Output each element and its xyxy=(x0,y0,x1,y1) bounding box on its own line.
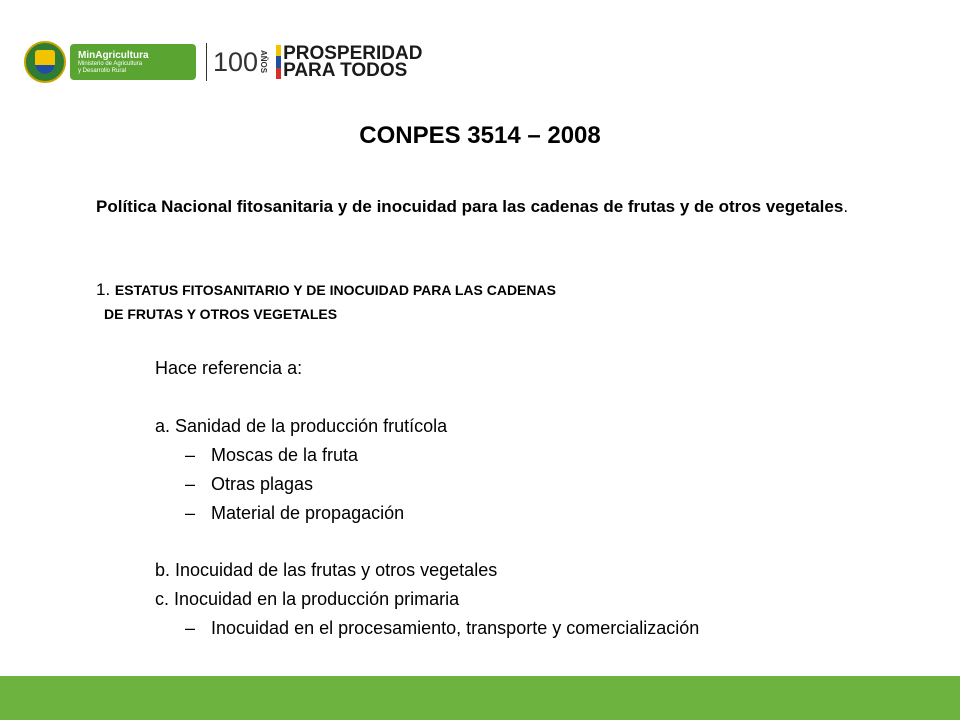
section-heading-line1 xyxy=(96,280,556,300)
centenary-word: AÑOS xyxy=(259,50,269,74)
intro-text: Hace referencia a: xyxy=(155,358,303,378)
policy-text: Política Nacional fitosanitaria y de inocuidad para las cadenas de frutas y de otros vegetales xyxy=(96,197,844,216)
bullet-dash: – xyxy=(185,474,196,494)
item-a: a. Sanidad de la producción frutícola xyxy=(155,416,448,436)
item-a-sub-3: Material de propagación xyxy=(211,503,405,523)
slogan-logo xyxy=(283,45,422,79)
section-title-1: ESTATUS FITOSANITARIO Y DE INOCUIDAD PARA LAS CADENAS xyxy=(114,282,556,298)
flag-stripe-icon xyxy=(276,45,281,79)
item-b: b. Inocuidad de las frutas y otros vegetales xyxy=(155,560,498,580)
centenary-number: 100 xyxy=(213,46,259,77)
item-a-sub-1: Moscas de la fruta xyxy=(211,445,359,465)
item-a-sub-2: Otras plagas xyxy=(211,474,314,494)
slogan-line2: PARA TODOS xyxy=(283,60,408,81)
footer-bar xyxy=(0,676,960,720)
item-c-sub-1: Inocuidad en el procesamiento, transporte y comercialización xyxy=(211,618,700,638)
bullet-dash: – xyxy=(185,618,196,638)
logo-divider xyxy=(206,43,207,81)
section-title-2: DE FRUTAS Y OTROS VEGETALES xyxy=(104,306,338,322)
ministry-short: MinAgricultura xyxy=(78,49,149,61)
section-number: 1. xyxy=(96,280,111,299)
bullet-dash: – xyxy=(185,503,196,523)
item-c: c. Inocuidad en la producción primaria xyxy=(155,589,460,609)
policy-period: . xyxy=(843,197,849,216)
policy-statement xyxy=(96,197,876,217)
slogan-line1: PROSPERIDAD xyxy=(283,43,423,64)
slide-title: CONPES 3514 – 2008 xyxy=(359,122,601,149)
minagricultura-logo xyxy=(70,44,196,80)
bullet-dash: – xyxy=(185,445,196,465)
ministry-line1: Ministerio de Agricultura xyxy=(78,60,143,67)
ministry-line2: y Desarrollo Rural xyxy=(78,67,127,74)
header-logos xyxy=(24,40,422,84)
colombia-seal-icon xyxy=(24,41,66,83)
